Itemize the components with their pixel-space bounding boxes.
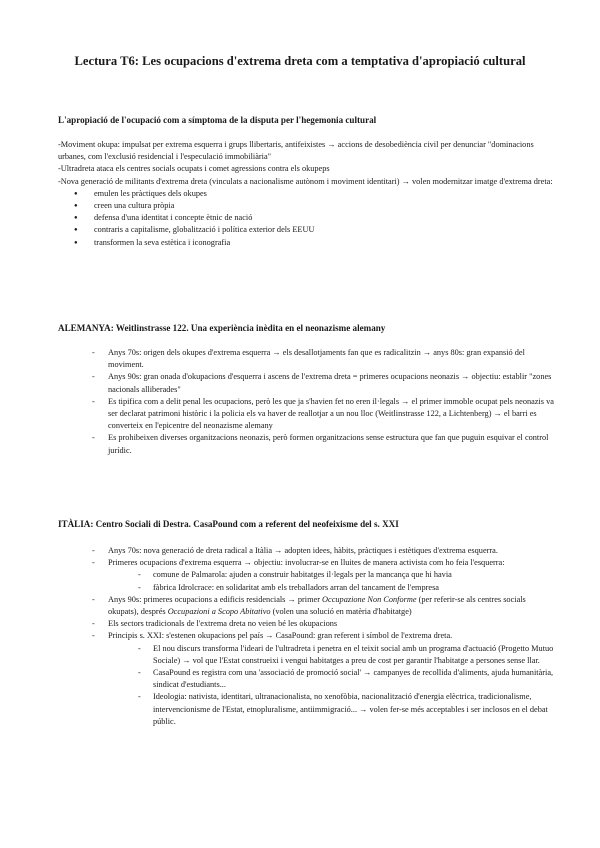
sub-list-item: - El nou discurs transforma l'ideari de l'ultradreta i penetra en el teixit social amb un programa d'actuació (Progetto Mutuo Sociale) → vol que l'Estat construeixi i vengui habitatges a preu de cost per garantir l'habitatge a persones sense llar.	[138, 643, 558, 667]
emphasis-term: Occupazioni a Scopo Abitativo	[167, 607, 271, 617]
section-heading-italy: ITÀLIA: Centro Sociali di Destra. CasaPound com a referent del neofeixisme del s. XXI	[58, 519, 399, 529]
sub-list	[108, 643, 558, 728]
list-item: ● transformen la seva estètica i iconografia	[74, 237, 558, 249]
text-run: (volen una solució en matèria d'habitatge)	[270, 607, 412, 617]
list-item: - Es prohibeixen diverses organitzacions neonazis, però formen organitzacions sense estructura que fan que puguin esquivar el control jurídic.	[94, 432, 558, 456]
list-item: ● emulen les pràctiques dels okupes	[74, 188, 558, 200]
list-item: ● creen una cultura pròpia	[74, 200, 558, 212]
list-item: - Es tipifica com a delit penal les ocupacions, però les que ja s'havien fet no eren il·legals → el primer immoble ocupat pels neonazis va ser declarat patrimoni històric i la policia els va haver de reallotjar a un nou lloc (Weitlinstrasse 122, a Lichtenberg) → el barri es converteix en l'epicentre del neonazisme alemany	[94, 396, 558, 433]
sub-list-item: - fàbrica Idrolcrace: en solidaritat amb els treballadors arran del tancament de l'empresa	[138, 582, 558, 594]
text-run: (per referir-se als centres socials okupats), després	[108, 594, 526, 617]
list-item: - Els sectors tradicionals de l'extrema dreta no veien bé les okupacions	[94, 618, 558, 630]
text-run: Anys 90s: primeres ocupacions a edificis residencials → primer	[108, 594, 323, 604]
paragraph: -Moviment okupa: impulsat per extrema esquerra i grups llibertaris, antifeixistes → accions de desobediència civil per denunciar "dominacions urbanes, com l'exclusió residencial i l'especulació immobiliària"	[58, 140, 534, 162]
section-heading-germany: ALEMANYA: Weitlinstrasse 122. Una experiència inèdita en el neonazisme alemany	[58, 323, 386, 333]
list-item	[94, 557, 558, 594]
list-item: - Anys 70s: nova generació de dreta radical a Itàlia → adopten idees, hàbits, pràctiques i estètiques d'extrema esquerra.	[94, 545, 558, 557]
emphasis-term: Occupazione Non Conforme	[322, 594, 417, 604]
list-item	[94, 630, 558, 728]
sub-list-item: - comune de Palmarola: ajuden a construir habitatges il·legals per la mancança que hi havia	[138, 569, 558, 581]
list-item	[94, 594, 558, 618]
section-body-cultural-hegemony	[58, 139, 558, 249]
paragraph: -Ultradreta ataca els centres socials ocupats i comet agressions contra els okupeps	[58, 164, 330, 174]
list-item: - Anys 70s: origen dels okupes d'extrema esquerra → els desallotjaments fan que es radicalitzin → anys 80s: gran expansió del moviment.	[94, 347, 558, 371]
section-heading-cultural-hegemony: L'apropiació de l'ocupació com a símptoma de la disputa per l'hegemonia cultural	[58, 115, 377, 125]
paragraph: -Nova generació de militants d'extrema dreta (vinculats a nacionalisme autònom i moviment identitari) → volen modernitzar imatge d'extrema dreta:	[58, 176, 553, 186]
dash-list	[58, 347, 558, 457]
sub-list-item: - Ideologia: nativista, identitari, ultranacionalista, no xenofòbia, nacionalització d'energia elèctrica, tradicionalisme, intervencionisme de l'Estat, etnopluralisme, antiimmigració... → volen fer-se més acceptables i ser inclosos en el debat públic.	[138, 691, 558, 728]
list-item: ● contraris a capitalisme, globalització i política exterior dels EEUU	[74, 224, 558, 236]
sub-list-item: - CasaPound es registra com una 'associació de promoció social' → campanyes de recollida d'aliments, ajuda humanitària, sindicat d'estudiants...	[138, 667, 558, 691]
section-body-italy	[58, 545, 558, 728]
sub-list	[108, 569, 558, 593]
dash-list	[58, 545, 558, 728]
list-item-text: Principis s. XXI: s'estenen okupacions pel país → CasaPound: gran referent i símbol de l'extrema dreta.	[108, 631, 453, 641]
list-item: ● defensa d'una identitat i concepte ètnic de nació	[74, 212, 558, 224]
section-body-germany	[58, 347, 558, 457]
document-title: Lectura T6: Les ocupacions d'extrema dreta com a temptativa d'apropiació cultural	[74, 54, 526, 68]
bullet-list	[58, 188, 558, 249]
list-item-text: Primeres ocupacions d'extrema esquerra → objectiu: involucrar-se en lluites de manera activista com ho feia l'esquerra:	[108, 558, 505, 568]
list-item: - Anys 90s: gran onada d'okupacions d'esquerra i ascens de l'extrema dreta = primeres ocupacions neonazis → objectiu: establir "zones nacionals alliberades"	[94, 371, 558, 395]
